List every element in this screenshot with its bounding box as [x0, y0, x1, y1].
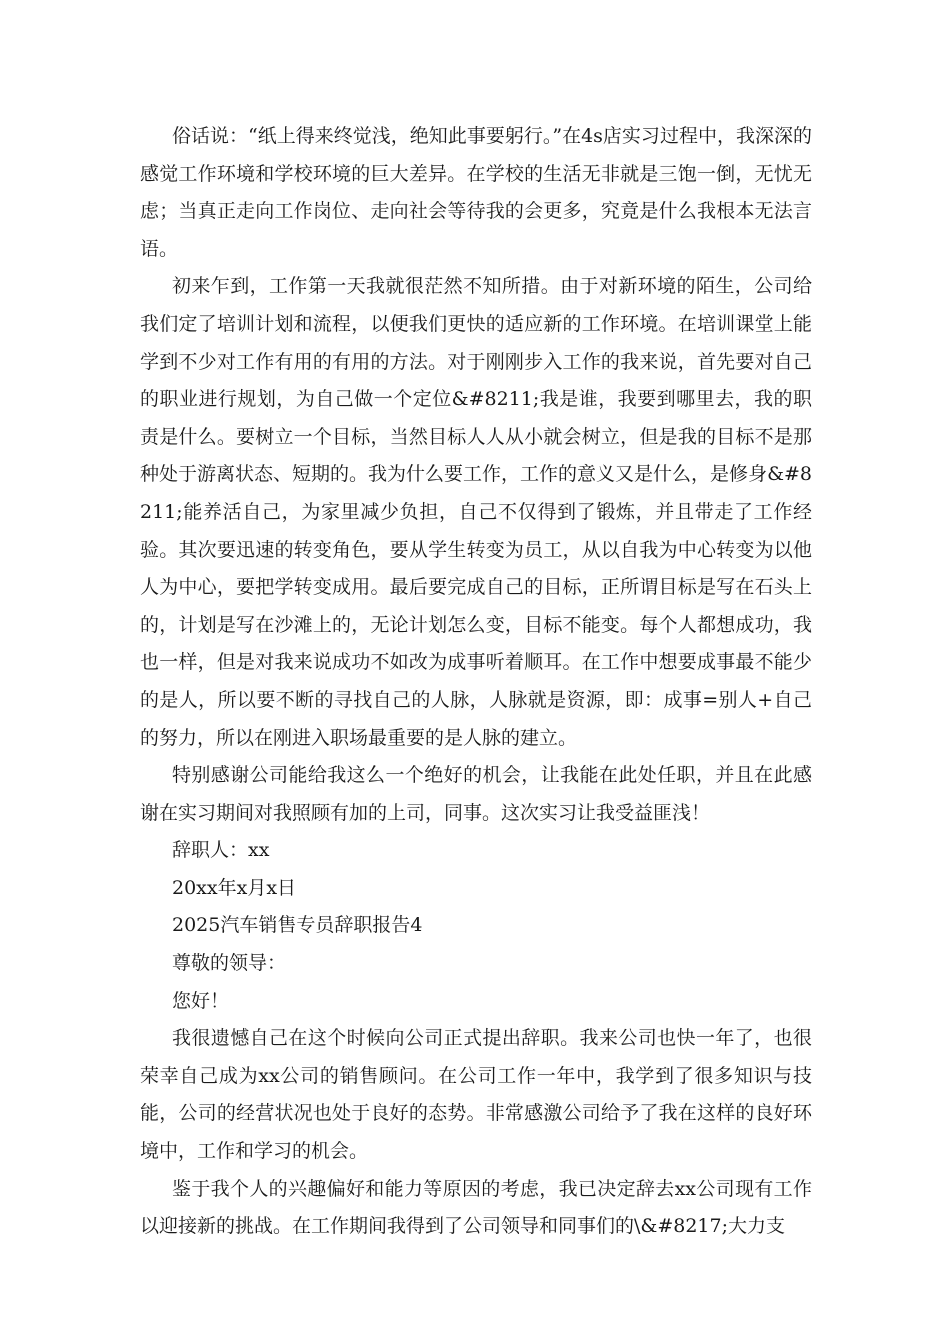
paragraph-resignation: 我很遗憾自己在这个时候向公司正式提出辞职。我来公司也快一年了，也很荣幸自己成为xx公司的销售顾问。在公司工作一年中，我学到了很多知识与技能，公司的经营状况也处于良好的态势。非常感激公司给予了我在这样的良好环境中，工作和学习的机会。 [140, 1027, 812, 1163]
paragraph-first-days: 初来乍到，工作第一天我就很茫然不知所措。由于对新环境的陌生，公司给我们定了培训计划和流程，以便我们更快的适应新的工作环境。在培训课堂上能学到不少对工作有用的有用的方法。对于刚刚步入工作的我来说，首先要对自己的职业进行规划，为自己做一个定位&#8211;我是谁，我要到哪里去，我的职责是什么。要树立一个目标，当然目标人人从小就会树立，但是我的目标不是那种处于游离状态、短期的。我为什么要工作，工作的意义又是什么，是修身&#8211;能养活自己，为家里减少负担，自己不仅得到了锻炼，并且带走了工作经验。其次要迅速的转变角色，要从学生转变为员工，从以自我为中心转变为以他人为中心，要把学转变成用。最后要完成自己的目标，正所谓目标是写在石头上的，计划是写在沙滩上的，无论计划怎么变，目标不能变。每个人都想成功，我也一样，但是对我来说成功不如改为成事听着顺耳。在工作中想要成事最不能少的是人，所以要不断的寻找自己的人脉，人脉就是资源，即：成事=别人+自己的努力，所以在刚进入职场最重要的是人脉的建立。 [140, 275, 812, 749]
paragraph-thanks: 特别感谢公司能给我这么一个绝好的机会，让我能在此处任职，并且在此感谢在实习期间对我照顾有加的上司，同事。这次实习让我受益匪浅！ [140, 764, 812, 824]
greeting: 您好！ [172, 989, 230, 1012]
document-page [140, 118, 812, 1246]
paragraph-reasons: 鉴于我个人的兴趣偏好和能力等原因的考虑，我已决定辞去xx公司现有工作以迎接新的挑战。在工作期间我得到了公司领导和同事们的\&#8217;大力支 [140, 1177, 812, 1238]
signature-name: 辞职人：xx [172, 839, 270, 862]
salutation: 尊敬的领导： [172, 952, 287, 975]
signature-date: 20xx年x月x日 [172, 876, 297, 899]
paragraph-proverb-intro: 俗话说：“纸上得来终觉浅，绝知此事要躬行。”在4s店实习过程中，我深深的感觉工作环境和学校环境的巨大差异。在学校的生活无非就是三饱一倒，无忧无虑；当真正走向工作岗位、走向社会等待我的会更多，究竟是什么我根本无法言语。 [140, 125, 812, 260]
section-title: 2025汽车销售专员辞职报告4 [172, 914, 423, 937]
